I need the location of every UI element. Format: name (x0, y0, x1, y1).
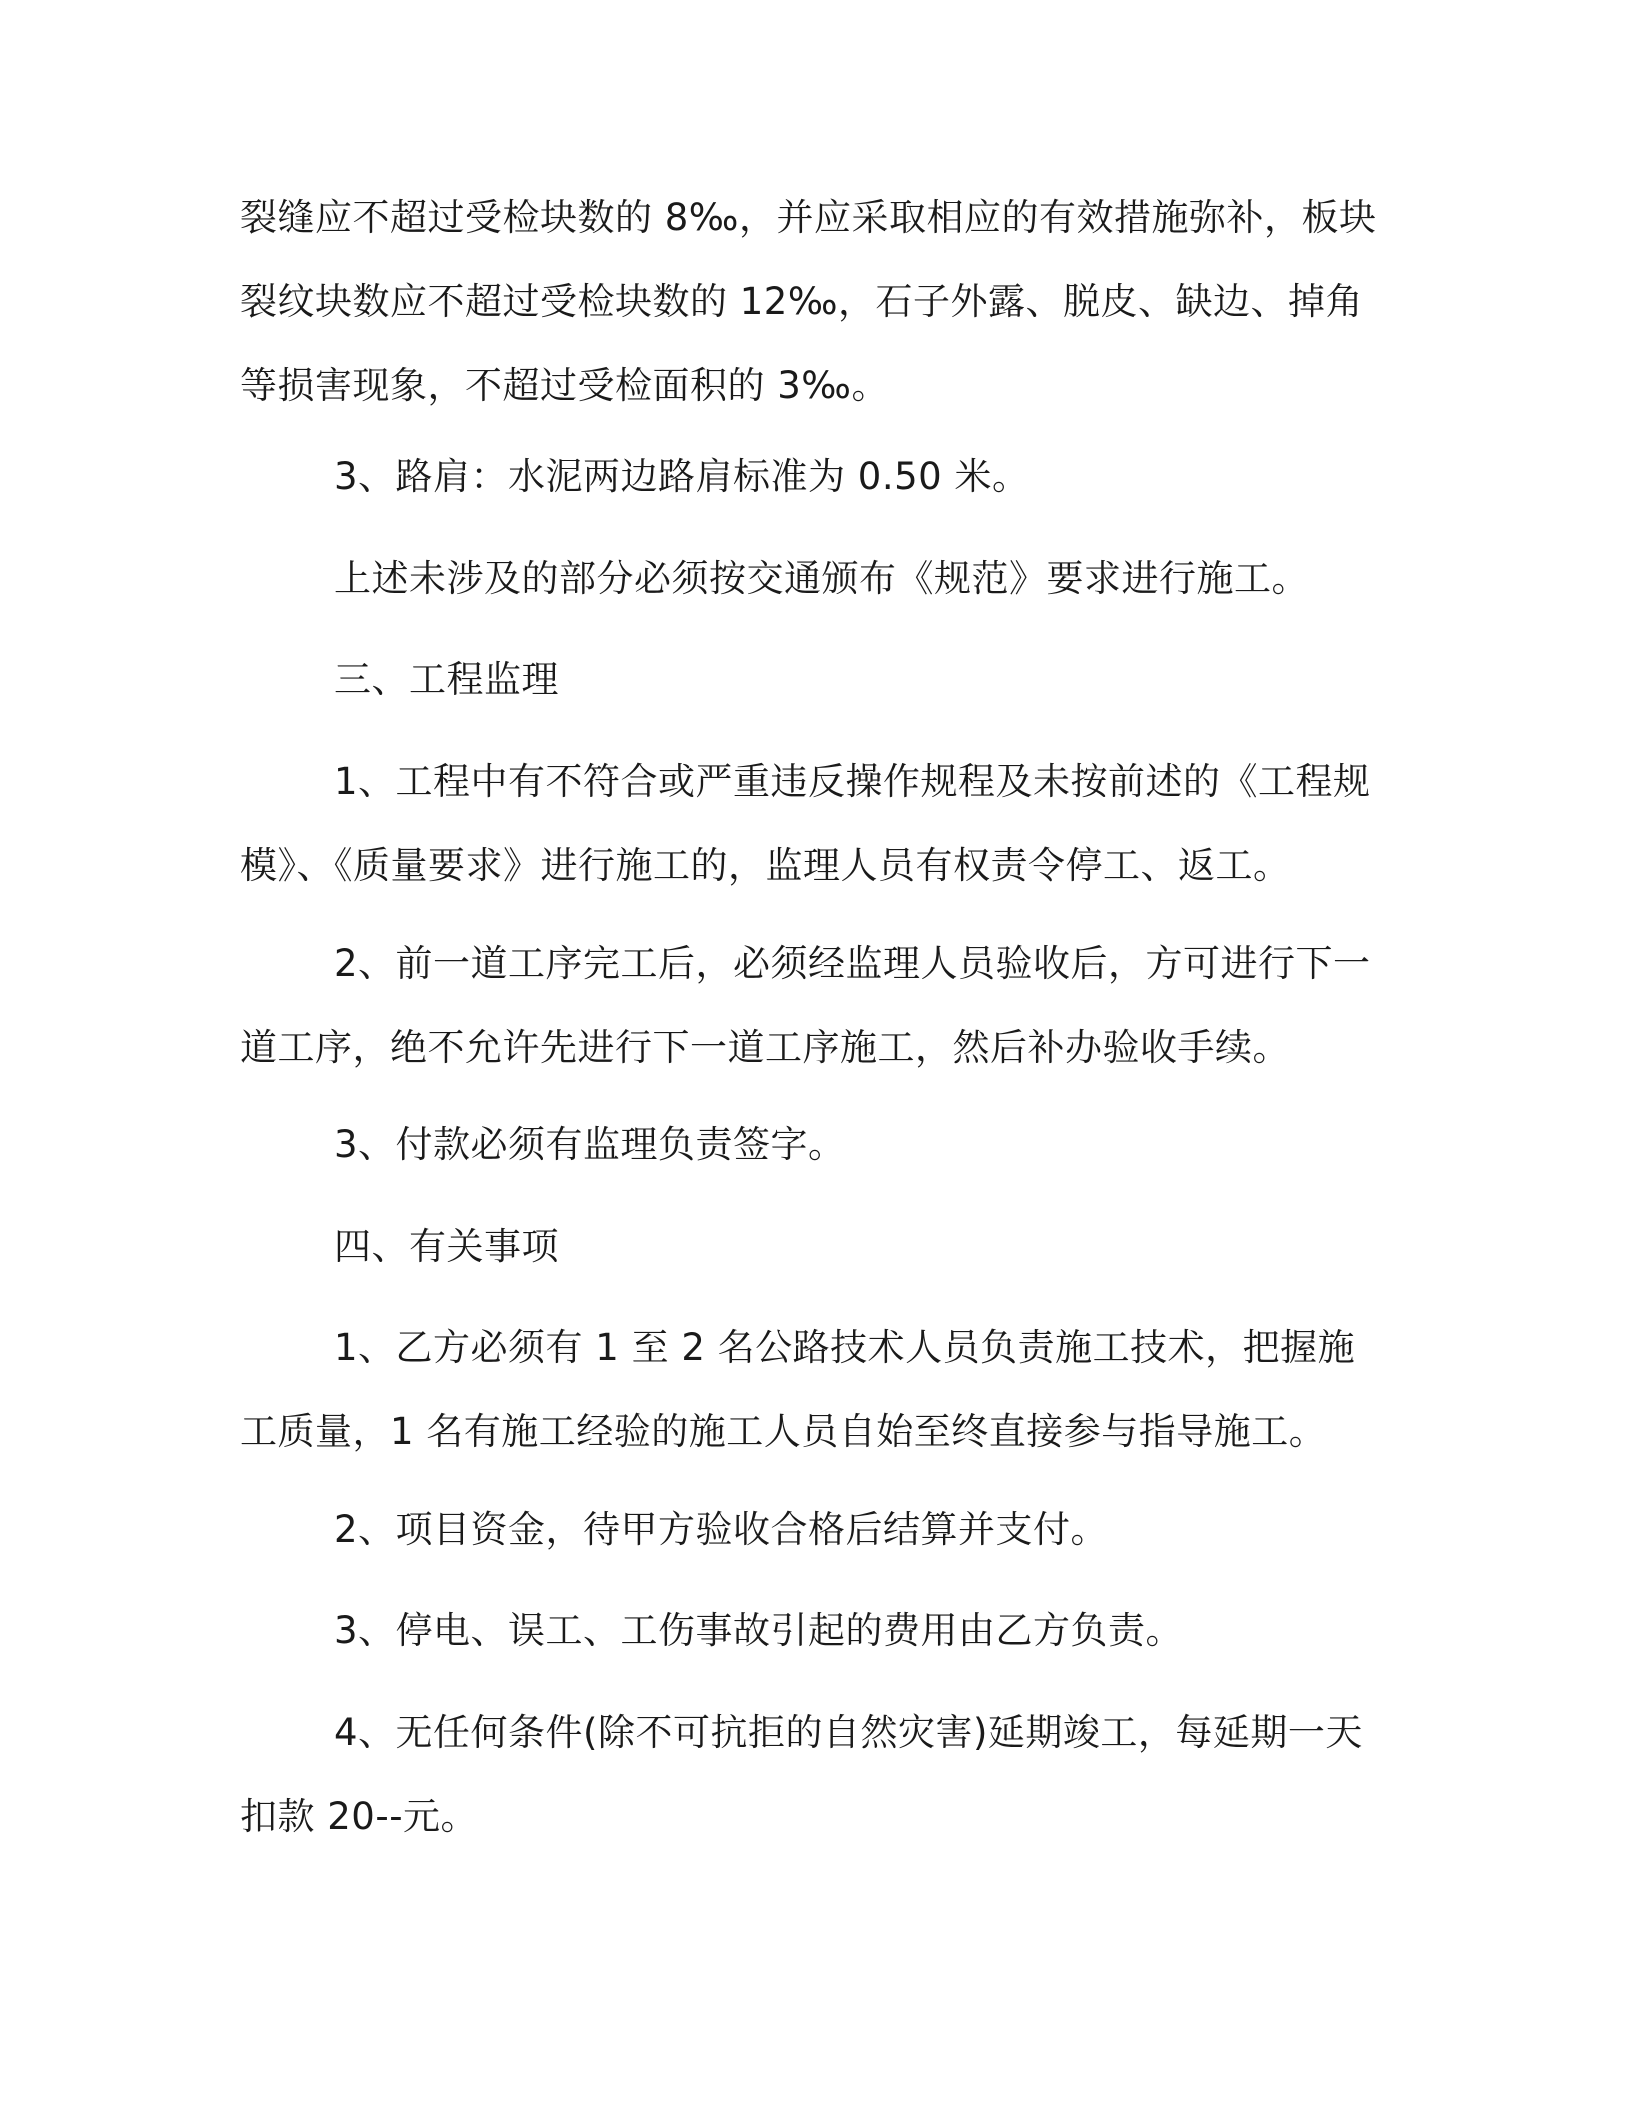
paragraph-road-shoulder: 3、路肩：水泥两边路肩标准为 0.50 米。 (334, 455, 1030, 498)
paragraph-supervision-1: 1、工程中有不符合或严重违反操作规程及未按前述的《工程规模》、《质量要求》进行施工的，监理人员有权责令停工、返工。 (240, 760, 1371, 887)
paragraph-supervision-2: 2、前一道工序完工后，必须经监理人员验收后，方可进行下一道工序，绝不允许先进行下一道工序施工，然后补办验收手续。 (240, 942, 1371, 1069)
paragraph-matters-2: 2、项目资金，待甲方验收合格后结算并支付。 (334, 1508, 1109, 1551)
paragraph-matters-1: 1、乙方必须有 1 至 2 名公路技术人员负责施工技术，把握施工质量，1 名有施工经验的施工人员自始至终直接参与指导施工。 (240, 1326, 1356, 1453)
paragraph-matters-4: 4、无任何条件(除不可抗拒的自然灾害)延期竣工，每延期一天扣款 20--元。 (240, 1711, 1363, 1838)
section-heading-related-matters: 四、有关事项 (334, 1225, 559, 1268)
section-heading-supervision: 三、工程监理 (334, 658, 559, 701)
paragraph-other-specifications: 上述未涉及的部分必须按交通颁布《规范》要求进行施工。 (334, 557, 1309, 600)
paragraph-supervision-3: 3、付款必须有监理负责签字。 (334, 1123, 846, 1166)
paragraph-matters-3: 3、停电、误工、工伤事故引起的费用由乙方负责。 (334, 1609, 1184, 1652)
paragraph-crack-standard: 裂缝应不超过受检块数的 8‰，并应采取相应的有效措施弥补，板块裂纹块数应不超过受检块数的 12‰，石子外露、脱皮、缺边、掉角等损害现象，不超过受检面积的 3‰。 (240, 196, 1377, 407)
